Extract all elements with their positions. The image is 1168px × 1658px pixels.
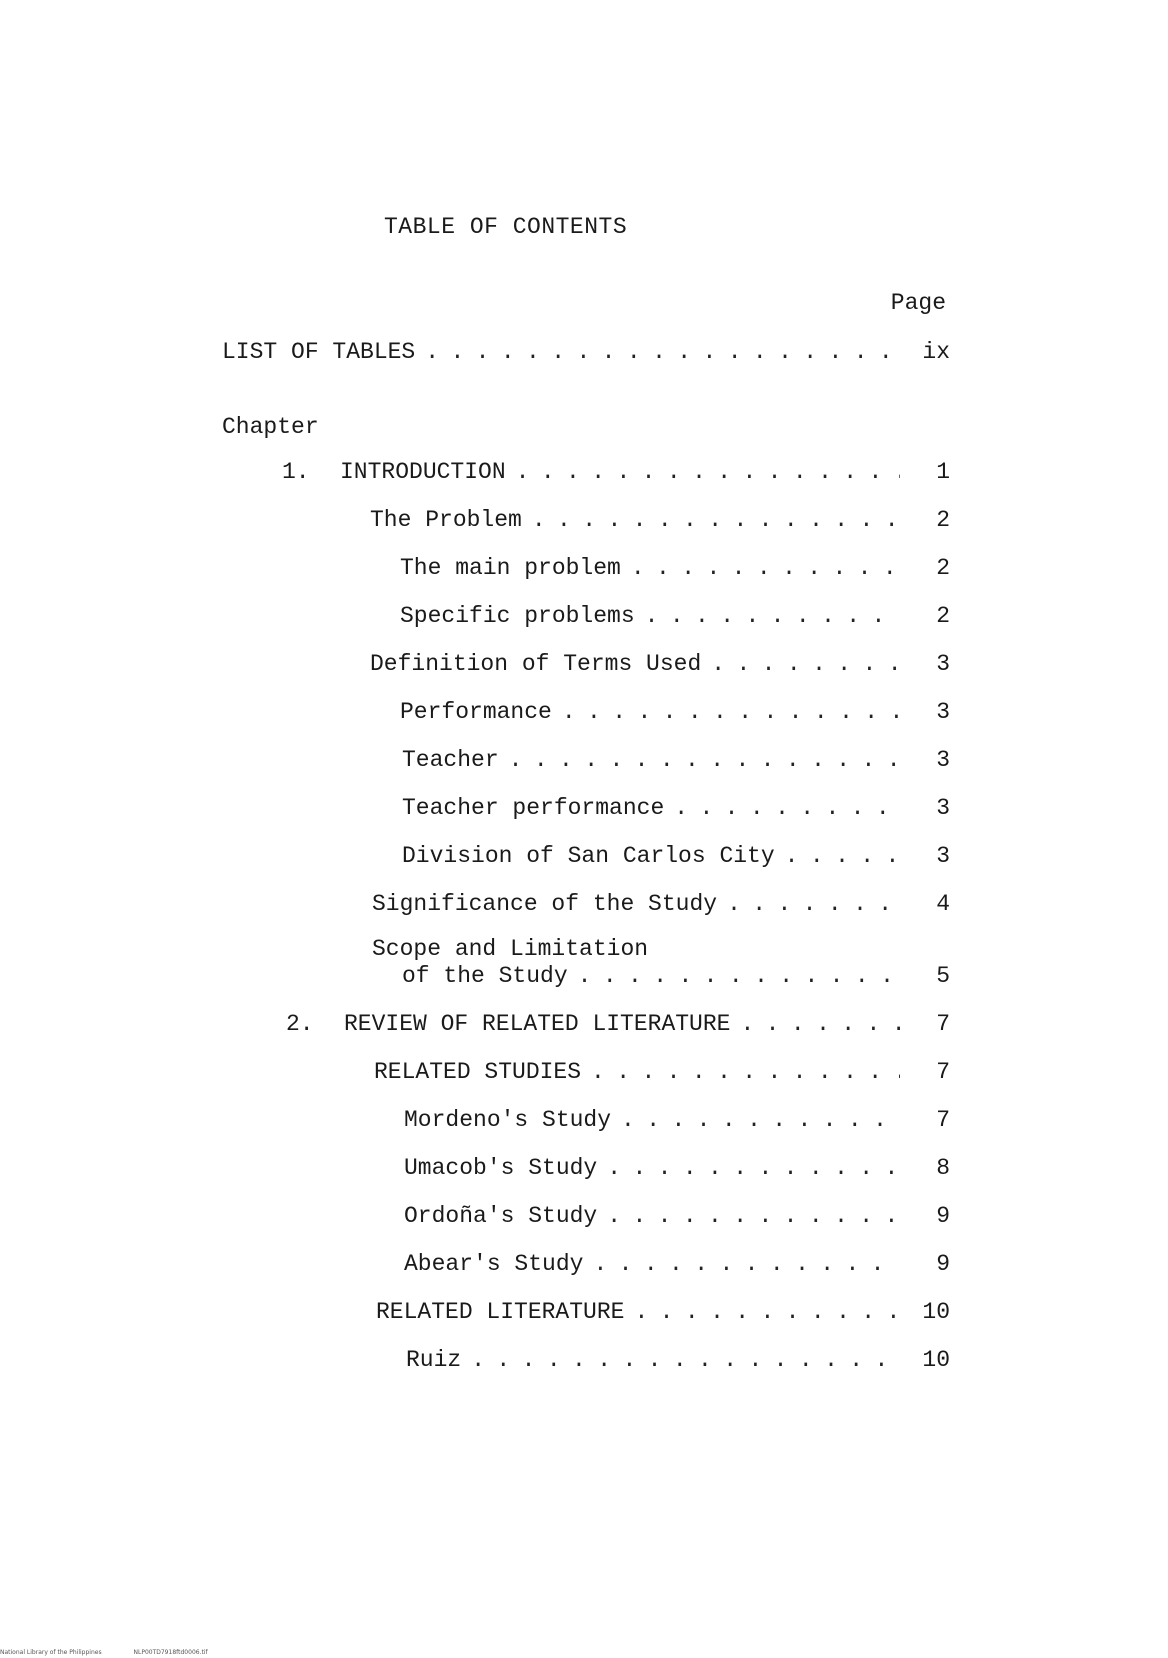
dot-leader: [674, 794, 900, 822]
toc-entry-page: 5: [936, 963, 950, 989]
toc-entry-title: Abear's Study: [404, 1251, 584, 1277]
dot-leader: [471, 1346, 900, 1374]
toc-entry-page: 7: [936, 1011, 950, 1037]
toc-entry-page: 2: [936, 507, 950, 533]
toc-entry-title: RELATED STUDIES: [374, 1059, 582, 1085]
toc-entry-page: 7: [936, 1107, 950, 1133]
dot-leader: [607, 1202, 900, 1230]
dot-leader: [631, 554, 900, 582]
dot-leader: [425, 338, 900, 366]
toc-entry-page: 2: [936, 603, 950, 629]
page-title: TABLE OF CONTENTS: [384, 214, 628, 240]
toc-entry-page: 7: [936, 1059, 950, 1085]
toc-entry-title: Division of San Carlos City: [402, 843, 775, 869]
toc-entry-page: 3: [936, 843, 950, 869]
dot-leader: [607, 1154, 900, 1182]
toc-entry-page: 2: [936, 555, 950, 581]
toc-entry-title: Teacher: [402, 747, 499, 773]
toc-entry-scope[interactable]: [402, 962, 950, 990]
toc-entry-chapter-1[interactable]: [340, 458, 950, 486]
toc-entry-scope-line1: Scope and Limitation: [372, 936, 649, 962]
toc-entry-title: REVIEW OF RELATED LITERATURE: [344, 1011, 731, 1037]
toc-entry-mordeno-study[interactable]: [404, 1106, 950, 1134]
toc-entry-page: 1: [936, 459, 950, 485]
toc-entry-title: The main problem: [400, 555, 621, 581]
toc-entry-title: The Problem: [370, 507, 522, 533]
dot-leader: [591, 1058, 900, 1086]
dot-leader: [593, 1250, 900, 1278]
toc-entry-related-literature[interactable]: [376, 1298, 950, 1326]
dot-leader: [578, 962, 900, 990]
dot-leader: [562, 698, 900, 726]
dot-leader: [509, 746, 900, 774]
toc-entry-page: 9: [936, 1251, 950, 1277]
toc-entry-ruiz[interactable]: [406, 1346, 950, 1374]
toc-entry-the-problem[interactable]: [370, 506, 950, 534]
footer-note: [0, 1649, 238, 1656]
toc-entry-related-studies[interactable]: [374, 1058, 950, 1086]
dot-leader: [727, 890, 900, 918]
toc-entry-page: 8: [936, 1155, 950, 1181]
page-column-label: Page: [890, 290, 946, 316]
chapter-number: 1.: [282, 459, 310, 485]
toc-entry-list-of-tables[interactable]: [222, 338, 950, 366]
toc-entry-title: Specific problems: [400, 603, 635, 629]
toc-entry-teacher[interactable]: [402, 746, 950, 774]
dot-leader: [516, 458, 900, 486]
footer-library: National Library of the Philippines: [0, 1649, 102, 1656]
dot-leader: [785, 842, 900, 870]
chapter-label: Chapter: [222, 414, 319, 440]
toc-entry-title: of the Study: [402, 963, 568, 989]
toc-entry-main-problem[interactable]: [400, 554, 950, 582]
dot-leader: [711, 650, 900, 678]
chapter-1-number: [282, 458, 310, 486]
toc-entry-page: 10: [922, 1347, 950, 1373]
toc-entry-specific-problems[interactable]: [400, 602, 950, 630]
toc-entry-title: LIST OF TABLES: [222, 339, 416, 365]
toc-entry-page: ix: [922, 339, 950, 365]
toc-entry-performance[interactable]: [400, 698, 950, 726]
dot-leader: [621, 1106, 900, 1134]
toc-entry-page: 3: [936, 795, 950, 821]
dot-leader: [634, 1298, 900, 1326]
toc-entry-title: Umacob's Study: [404, 1155, 598, 1181]
toc-entry-chapter-2[interactable]: [344, 1010, 950, 1038]
toc-entry-title: Definition of Terms Used: [370, 651, 702, 677]
toc-entry-page: 10: [922, 1299, 950, 1325]
toc-entry-division-san-carlos[interactable]: [402, 842, 950, 870]
toc-entry-page: 3: [936, 747, 950, 773]
toc-entry-page: 3: [936, 699, 950, 725]
toc-entry-title: Ordoña's Study: [404, 1203, 598, 1229]
dot-leader: [532, 506, 900, 534]
toc-entry-page: 9: [936, 1203, 950, 1229]
dot-leader: [740, 1010, 900, 1038]
toc-entry-title: INTRODUCTION: [340, 459, 506, 485]
toc-entry-significance[interactable]: [372, 890, 950, 918]
toc-entry-teacher-performance[interactable]: [402, 794, 950, 822]
toc-entry-title: Mordeno's Study: [404, 1107, 612, 1133]
toc-entry-page: 4: [936, 891, 950, 917]
toc-entry-title: Performance: [400, 699, 552, 725]
footer-file: NLP00TD7918ftd0006.tif: [133, 1649, 208, 1656]
toc-entry-title: RELATED LITERATURE: [376, 1299, 625, 1325]
dot-leader: [645, 602, 900, 630]
toc-entry-page: 3: [936, 651, 950, 677]
toc-entry-title: Ruiz: [406, 1347, 462, 1373]
toc-entry-title: Teacher performance: [402, 795, 665, 821]
toc-entry-definition-of-terms[interactable]: [370, 650, 950, 678]
toc-entry-umacob-study[interactable]: [404, 1154, 950, 1182]
chapter-number: 2.: [286, 1011, 314, 1037]
toc-entry-title: Significance of the Study: [372, 891, 718, 917]
chapter-2-number: [286, 1010, 314, 1038]
toc-entry-abear-study[interactable]: [404, 1250, 950, 1278]
toc-entry-ordona-study[interactable]: [404, 1202, 950, 1230]
